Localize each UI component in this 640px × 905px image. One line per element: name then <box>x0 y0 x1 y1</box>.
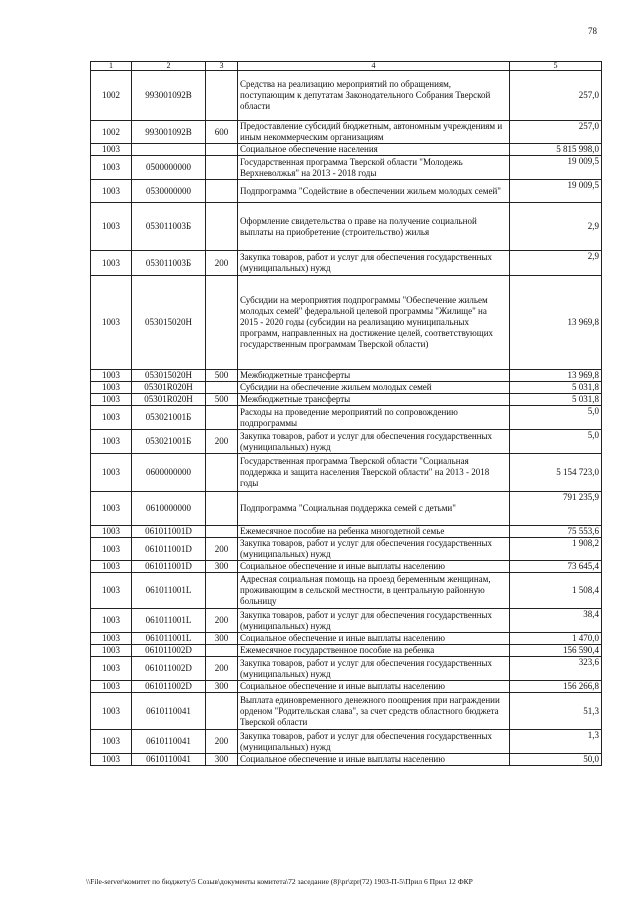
table-row <box>91 156 602 180</box>
target-code: 053011003Б <box>132 203 206 251</box>
target-code: 053021001Б <box>132 430 206 454</box>
target-code: 993001092В <box>132 121 206 144</box>
expense-name: Социальное обеспечение населения <box>238 144 510 156</box>
expense-type-code: 200 <box>206 609 238 633</box>
expense-type-code <box>206 693 238 730</box>
budget-table <box>90 61 602 766</box>
expense-name: Государственная программа Тверской области "Социальная поддержка и защита населения Тверской области" на 2013 - 2018 годы <box>238 454 510 492</box>
section-code: 1003 <box>91 156 132 180</box>
expense-name: Социальное обеспечение и иные выплаты населению <box>238 633 510 645</box>
amount: 323,6 <box>510 657 602 681</box>
target-code: 053015020Н <box>132 276 206 370</box>
target-code: 061011002D <box>132 657 206 681</box>
table-row <box>91 394 602 406</box>
expense-type-code: 300 <box>206 561 238 573</box>
section-code: 1003 <box>91 693 132 730</box>
table-row <box>91 573 602 609</box>
section-code: 1003 <box>91 609 132 633</box>
table-row <box>91 71 602 121</box>
amount: 5 031,8 <box>510 394 602 406</box>
expense-type-code <box>206 382 238 394</box>
table-row <box>91 382 602 394</box>
amount: 38,4 <box>510 609 602 633</box>
expense-name: Межбюджетные трансферты <box>238 370 510 382</box>
target-code: 993001092В <box>132 71 206 121</box>
target-code: 0610110041 <box>132 730 206 754</box>
target-code: 05301R020Н <box>132 394 206 406</box>
table-row <box>91 406 602 430</box>
amount: 13 969,8 <box>510 276 602 370</box>
section-code: 1003 <box>91 394 132 406</box>
section-code: 1003 <box>91 754 132 766</box>
section-code: 1003 <box>91 657 132 681</box>
amount: 156 266,8 <box>510 681 602 693</box>
expense-type-code: 500 <box>206 370 238 382</box>
col-header-5: 5 <box>510 62 602 71</box>
amount: 5 815 998,0 <box>510 144 602 156</box>
amount: 50,0 <box>510 754 602 766</box>
table-row <box>91 203 602 251</box>
expense-name: Субсидии на обеспечение жильем молодых семей <box>238 382 510 394</box>
expense-type-code: 200 <box>206 538 238 561</box>
target-code: 0600000000 <box>132 454 206 492</box>
section-code: 1003 <box>91 526 132 538</box>
expense-name: Ежемесячное государственное пособие на ребенка <box>238 645 510 657</box>
amount: 19 009,5 <box>510 180 602 203</box>
expense-name: Государственная программа Тверской области "Молодежь Верхневолжья" на 2013 - 2018 годы <box>238 156 510 180</box>
expense-type-code: 200 <box>206 430 238 454</box>
col-header-1: 1 <box>91 62 132 71</box>
col-header-4: 4 <box>238 62 510 71</box>
table-row <box>91 144 602 156</box>
expense-name: Закупка товаров, работ и услуг для обеспечения государственных (муниципальных) нужд <box>238 657 510 681</box>
expense-name: Адресная социальная помощь на проезд беременным женщинам, проживающим в сельской местности, в центральную районную больницу <box>238 573 510 609</box>
table-row <box>91 180 602 203</box>
table-row <box>91 251 602 276</box>
amount: 2,9 <box>510 251 602 276</box>
expense-name: Межбюджетные трансферты <box>238 394 510 406</box>
expense-type-code: 200 <box>206 730 238 754</box>
amount: 75 553,6 <box>510 526 602 538</box>
expense-type-code <box>206 156 238 180</box>
expense-type-code <box>206 144 238 156</box>
target-code: 061011002D <box>132 645 206 657</box>
target-code <box>132 144 206 156</box>
expense-name: Средства на реализацию мероприятий по обращениям, поступающим к депутатам Законодательного Собрания Тверской области <box>238 71 510 121</box>
target-code: 0500000000 <box>132 156 206 180</box>
table-row <box>91 121 602 144</box>
expense-type-code: 300 <box>206 681 238 693</box>
expense-name: Закупка товаров, работ и услуг для обеспечения государственных (муниципальных) нужд <box>238 538 510 561</box>
expense-name: Подпрограмма "Социальная поддержка семей с детьми" <box>238 492 510 526</box>
col-header-3: 3 <box>206 62 238 71</box>
expense-type-code <box>206 526 238 538</box>
table-row <box>91 730 602 754</box>
section-code: 1003 <box>91 430 132 454</box>
amount: 791 235,9 <box>510 492 602 526</box>
amount: 5,0 <box>510 406 602 430</box>
amount: 2,9 <box>510 203 602 251</box>
target-code: 0610110041 <box>132 754 206 766</box>
col-header-2: 2 <box>132 62 206 71</box>
expense-type-code <box>206 180 238 203</box>
expense-name: Подпрограмма "Содействие в обеспечении жильем молодых семей" <box>238 180 510 203</box>
target-code: 061011001L <box>132 609 206 633</box>
expense-name: Закупка товаров, работ и услуг для обеспечения государственных (муниципальных) нужд <box>238 251 510 276</box>
amount: 5 154 723,0 <box>510 454 602 492</box>
amount: 19 009,5 <box>510 156 602 180</box>
expense-type-code <box>206 406 238 430</box>
target-code: 053021001Б <box>132 406 206 430</box>
amount: 257,0 <box>510 121 602 144</box>
section-code: 1003 <box>91 203 132 251</box>
expense-type-code <box>206 203 238 251</box>
table-row <box>91 754 602 766</box>
page-number: 78 <box>588 26 597 36</box>
section-code: 1003 <box>91 370 132 382</box>
expense-name: Ежемесячное пособие на ребенка многодетной семье <box>238 526 510 538</box>
table-row <box>91 430 602 454</box>
section-code: 1003 <box>91 730 132 754</box>
expense-type-code <box>206 276 238 370</box>
expense-name: Закупка товаров, работ и услуг для обеспечения государственных (муниципальных) нужд <box>238 430 510 454</box>
expense-name: Расходы на проведение мероприятий по сопровождению подпрограммы <box>238 406 510 430</box>
target-code: 061011001L <box>132 633 206 645</box>
expense-type-code: 300 <box>206 754 238 766</box>
expense-type-code <box>206 573 238 609</box>
table-body <box>91 71 602 766</box>
expense-type-code <box>206 71 238 121</box>
table-row <box>91 538 602 561</box>
expense-name: Субсидии на мероприятия подпрограммы "Обеспечение жильем молодых семей" федеральной целевой программы "Жилище" на 2015 - 2020 годы (субсидии на реализацию муниципальных программ, направленных на достижение целей, соответствующих государственным программам Тверской области) <box>238 276 510 370</box>
target-code: 061011001D <box>132 526 206 538</box>
expense-type-code: 600 <box>206 121 238 144</box>
target-code: 061011001L <box>132 573 206 609</box>
amount: 73 645,4 <box>510 561 602 573</box>
table-row <box>91 454 602 492</box>
amount: 1,3 <box>510 730 602 754</box>
table-row <box>91 276 602 370</box>
section-code: 1003 <box>91 406 132 430</box>
section-code: 1003 <box>91 538 132 561</box>
file-path-footer: \\File-server\комитет по бюджету\5 Созыв\документы комитета\72 заседание (8)\pr\zpr(72) 1903-П-5\Прил 6 Прил 12 ФКР <box>86 877 473 886</box>
section-code: 1003 <box>91 573 132 609</box>
section-code: 1003 <box>91 645 132 657</box>
expense-name: Социальное обеспечение и иные выплаты населению <box>238 681 510 693</box>
amount: 51,3 <box>510 693 602 730</box>
table-row <box>91 633 602 645</box>
expense-name: Закупка товаров, работ и услуг для обеспечения государственных (муниципальных) нужд <box>238 609 510 633</box>
table-row <box>91 492 602 526</box>
table-row <box>91 609 602 633</box>
section-code: 1003 <box>91 454 132 492</box>
expense-type-code: 300 <box>206 633 238 645</box>
amount: 1 508,4 <box>510 573 602 609</box>
section-code: 1002 <box>91 71 132 121</box>
target-code: 0530000000 <box>132 180 206 203</box>
section-code: 1003 <box>91 492 132 526</box>
target-code: 0610110041 <box>132 693 206 730</box>
expense-name: Предоставление субсидий бюджетным, автономным учреждениям и иным некоммерческим организациям <box>238 121 510 144</box>
target-code: 0610000000 <box>132 492 206 526</box>
table-row <box>91 526 602 538</box>
section-code: 1003 <box>91 276 132 370</box>
amount: 5 031,8 <box>510 382 602 394</box>
expense-name: Социальное обеспечение и иные выплаты населению <box>238 754 510 766</box>
table-row <box>91 370 602 382</box>
target-code: 053011003Б <box>132 251 206 276</box>
table-row <box>91 657 602 681</box>
table-row <box>91 561 602 573</box>
amount: 1 470,0 <box>510 633 602 645</box>
expense-type-code <box>206 645 238 657</box>
amount: 257,0 <box>510 71 602 121</box>
section-code: 1003 <box>91 633 132 645</box>
amount: 1 908,2 <box>510 538 602 561</box>
expense-type-code <box>206 492 238 526</box>
table-row <box>91 681 602 693</box>
amount: 5,0 <box>510 430 602 454</box>
target-code: 061011001D <box>132 561 206 573</box>
header-row <box>91 62 602 71</box>
section-code: 1003 <box>91 382 132 394</box>
expense-name: Оформление свидетельства о праве на получение социальной выплаты на приобретение (строительство) жилья <box>238 203 510 251</box>
amount: 13 969,8 <box>510 370 602 382</box>
expense-name: Закупка товаров, работ и услуг для обеспечения государственных (муниципальных) нужд <box>238 730 510 754</box>
section-code: 1003 <box>91 144 132 156</box>
expense-type-code: 500 <box>206 394 238 406</box>
section-code: 1003 <box>91 180 132 203</box>
target-code: 05301R020Н <box>132 382 206 394</box>
section-code: 1003 <box>91 251 132 276</box>
expense-type-code: 200 <box>206 657 238 681</box>
target-code: 053015020Н <box>132 370 206 382</box>
section-code: 1003 <box>91 681 132 693</box>
section-code: 1003 <box>91 561 132 573</box>
expense-name: Социальное обеспечение и иные выплаты населению <box>238 561 510 573</box>
target-code: 061011002D <box>132 681 206 693</box>
expense-type-code: 200 <box>206 251 238 276</box>
target-code: 061011001D <box>132 538 206 561</box>
table-row <box>91 693 602 730</box>
expense-type-code <box>206 454 238 492</box>
table-row <box>91 645 602 657</box>
amount: 156 590,4 <box>510 645 602 657</box>
expense-name: Выплата единовременного денежного поощрения при награждении орденом "Родительская слава", за счет средств областного бюджета Тверской области <box>238 693 510 730</box>
section-code: 1002 <box>91 121 132 144</box>
